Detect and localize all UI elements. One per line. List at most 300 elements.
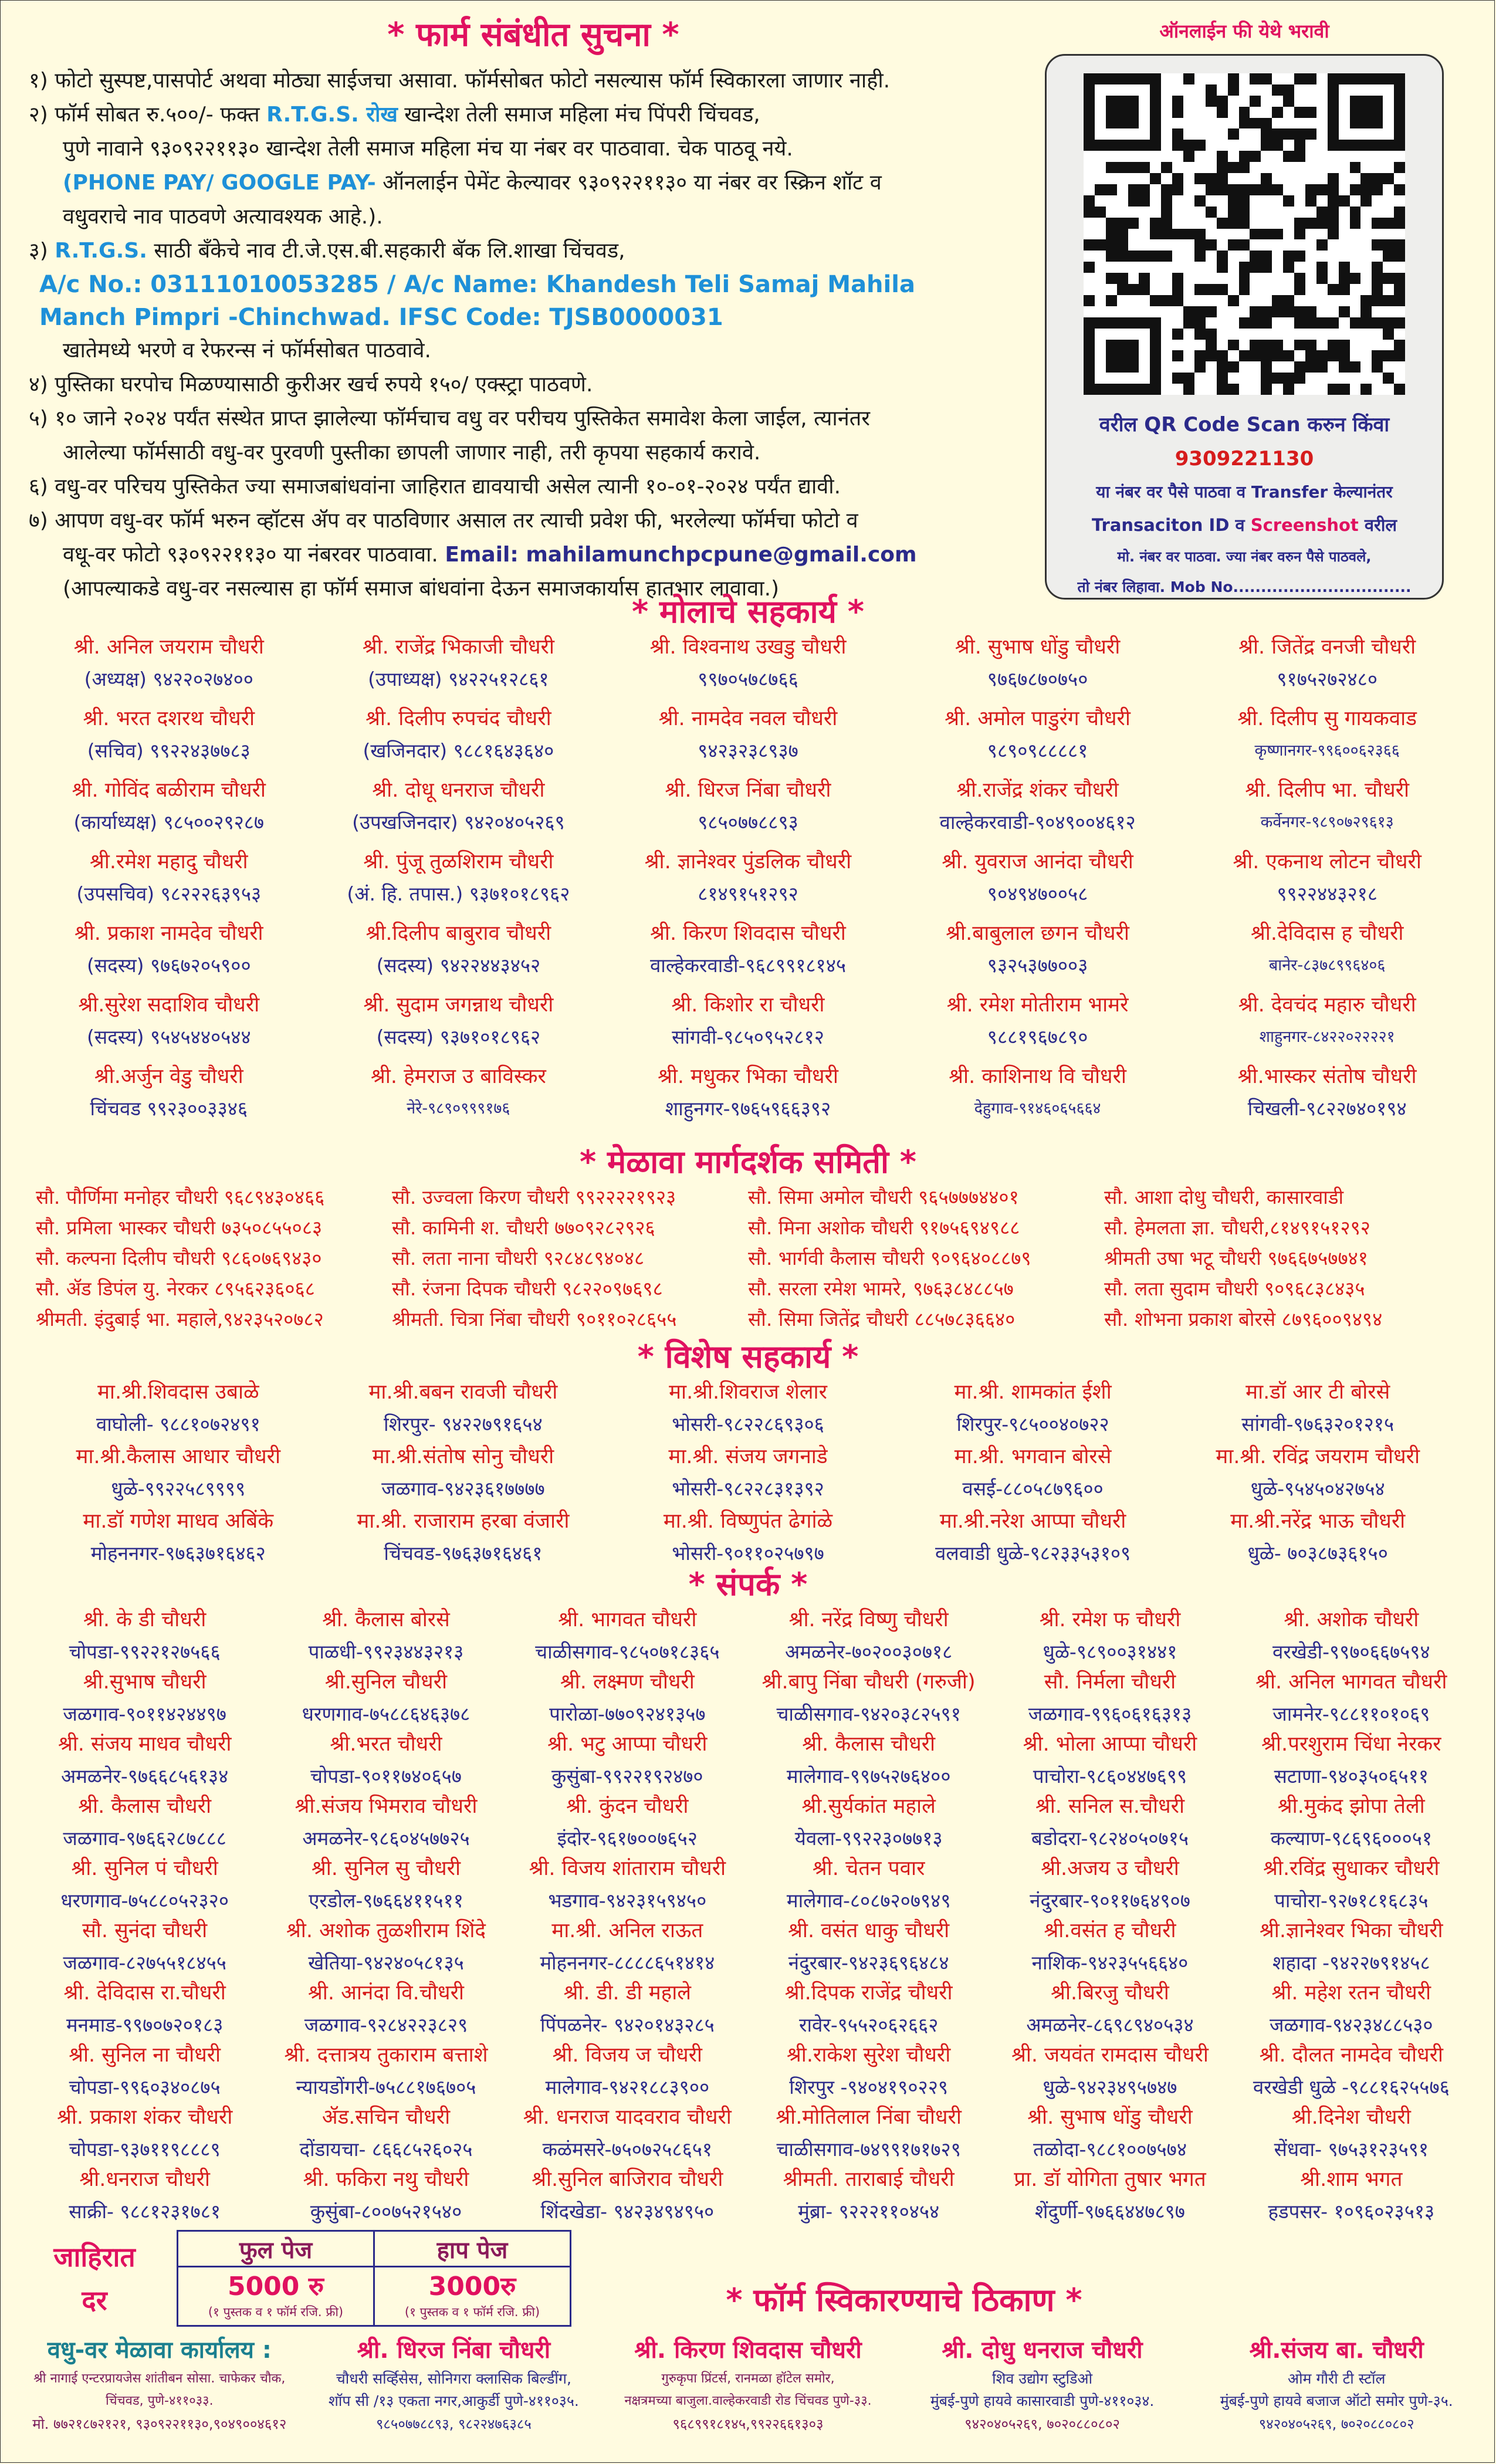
person-phone: शिरपुर-९८५००४०७२२ xyxy=(956,1413,1109,1436)
instruction-text: ६) वधु-वर परिचय पुस्तिकेत ज्या समाजबांधवांना जाहिरात द्यावयाची असेल त्यानी १०-०१-२०२४ पर्यंत द्यावी. xyxy=(29,475,841,499)
person-phone: (सदस्य) ९५४५४४०५४४ xyxy=(86,1025,251,1048)
person-entry xyxy=(314,847,604,918)
person-name: श्री. काशिनाथ वि चौधरी xyxy=(949,1065,1126,1088)
person-phone: कर्वेनगर-९८९०७२९६१३ xyxy=(1260,813,1394,831)
office-entry xyxy=(1189,2333,1484,2436)
person-phone: पाळधी-९९२३४४३२१३ xyxy=(308,1640,464,1663)
person-phone: चोपडा-९३७११९८८८९ xyxy=(69,2138,221,2161)
half-page-price-cell: 3000रु (१ पुस्तक व १ फॉर्म रजि. फ्री) xyxy=(374,2267,571,2326)
person-entry xyxy=(1231,2102,1472,2164)
person-entry xyxy=(748,1915,989,1978)
person-entry xyxy=(989,1853,1230,1915)
instruction-text: वधुवराचे नाव पाठवणे अत्यावश्यक आहे.). xyxy=(63,205,383,229)
person-entry xyxy=(24,2164,265,2226)
person-phone: अमळनेर-९७६६८५६१३४ xyxy=(60,1765,229,1788)
person-name: मा.श्री. अनिल राऊत xyxy=(551,1919,703,1942)
person-phone: वाल्हेकरवाडी-९०४९००४६१२ xyxy=(939,811,1136,834)
person-phone: जळगाव-९४२३६१७७७७ xyxy=(381,1477,545,1500)
person-name: श्री.मोतिलाल निंबा चौधरी xyxy=(776,2106,962,2129)
person-phone: चाळीसगाव-७४९९१७१७२९ xyxy=(776,2138,961,2161)
person-phone: जळगाव-९२८४२२३८२९ xyxy=(304,2013,468,2036)
online-payment-panel xyxy=(1045,18,1444,600)
person-entry xyxy=(314,703,604,775)
person-phone: चिंचवड ९९२३००३३४६ xyxy=(90,1097,248,1120)
person-name: श्री.बापु निंबा चौधरी (गरुजी) xyxy=(761,1670,976,1694)
person-entry xyxy=(1231,1915,1472,1978)
person-entry xyxy=(1231,2164,1472,2226)
form-instructions-section xyxy=(29,11,1038,606)
bank-account-line-1: A/c No.: 03111010053285 / A/c Name: Khandesh Teli Samaj Mahila xyxy=(39,271,915,298)
person-entry xyxy=(507,2102,748,2164)
instruction-text: साठी बँकेचे नाव टी.जे.एस.बी.सहकारी बॅक लि.शाखा चिंचवड, xyxy=(147,239,625,263)
committee-member: सौ. रंजना दिपक चौधरी ९८२२०९७६९८ xyxy=(392,1277,663,1300)
person-entry xyxy=(893,1061,1183,1133)
person-phone: वाल्हेकरवाडी-९६८९९१८१४५ xyxy=(649,954,847,977)
person-name: श्री. फकिरा नथु चौधरी xyxy=(303,2168,469,2191)
person-phone: वरखेडी-९९७०६६७५९४ xyxy=(1272,1640,1430,1663)
instruction-line xyxy=(29,64,1038,98)
office-entry xyxy=(12,2333,307,2436)
committee-member: श्रीमती. इंदुबाई भा. महाले,९४२३५२०७८२ xyxy=(36,1308,324,1331)
form-collection-offices xyxy=(1,2333,1495,2436)
person-phone: कुसुंबा-९९२२१९२४७० xyxy=(551,1765,703,1788)
person-entry xyxy=(265,1978,506,2040)
office-address: मुंबई-पुणे हायवे कासारवाडी पुणे-४११०३४. xyxy=(930,2392,1155,2409)
person-entry xyxy=(603,918,893,990)
office-phone: मो. ७७२१८७२१२१, ९३०९२२११३०,९०४९००४६१२ xyxy=(32,2416,287,2432)
person-name: श्री.राकेश सुरेश चौधरी xyxy=(787,2043,951,2067)
committee-column xyxy=(1104,1182,1460,1335)
highlight-text: R.T.G.S. रोख xyxy=(266,103,398,127)
committee-member: सौ. आशा दोधु चौधरी, कासारवाडी xyxy=(1104,1186,1344,1209)
office-name: श्री. धिरज निंबा चौधरी xyxy=(357,2337,551,2364)
person-name: श्री. कैलास बोरसे xyxy=(322,1608,450,1632)
committee-member: सौ. प्रमिला भास्कर चौधरी ७३५०८५५०८३ xyxy=(36,1216,323,1239)
person-entry xyxy=(893,632,1183,703)
person-name: प्रा. डॉ योगिता तुषार भगत xyxy=(1014,2168,1206,2191)
instruction-text: ३) xyxy=(29,239,55,263)
person-entry xyxy=(265,1791,506,1853)
person-entry xyxy=(603,990,893,1061)
office-phone: ९८५०७७८८९३, ९८२२४७६३८५ xyxy=(375,2416,532,2432)
person-entry xyxy=(748,2040,989,2102)
person-phone: भोसरी-९८२२८३१३९२ xyxy=(672,1477,824,1500)
person-phone: ९३२५३७७००३ xyxy=(987,954,1088,977)
bank-account-line-2: Manch Pimpri -Chinchwad. IFSC Code: TJSB0000031 xyxy=(39,304,723,331)
instruction-text: ऑनलाईन पेमेंट केल्यावर ९३०९२२११३० या नंबर वर स्क्रिन शॉट व xyxy=(375,171,882,195)
person-name: श्री. अशोक चौधरी xyxy=(1284,1608,1419,1632)
office-address: चिंचवड, पुणे-४११०३३. xyxy=(105,2394,214,2408)
person-entry xyxy=(24,2040,265,2102)
person-phone: धुळे-९८९००३१४४१ xyxy=(1043,1640,1177,1663)
person-name: श्री. जयवंत रामदास चौधरी xyxy=(1011,2043,1209,2067)
qr-code-icon[interactable] xyxy=(1084,73,1405,395)
person-entry xyxy=(1182,990,1472,1061)
person-phone: मोहननगर-८८८८६५१४१४ xyxy=(540,1951,715,1974)
person-phone: (सचिव) ९९२२४३७७८३ xyxy=(87,739,251,762)
person-phone: जळगाव-९७६६२८७८८८ xyxy=(63,1827,226,1850)
person-name: श्री. किशोर रा चौधरी xyxy=(671,993,825,1017)
person-entry xyxy=(989,2102,1230,2164)
committee-column xyxy=(36,1182,392,1335)
person-entry xyxy=(1182,775,1472,847)
person-phone: धरणगाव-७५८८६४६३७८ xyxy=(302,1703,471,1725)
person-name: श्री. अनिल भागवत चौधरी xyxy=(1255,1670,1447,1694)
person-name: श्री.अर्जुन वेडु चौधरी xyxy=(94,1065,243,1088)
person-name: श्री. ज्ञानेश्वर पुंडलिक चौधरी xyxy=(644,850,852,874)
person-phone: शाहुनगर-८४२२०२२२२१ xyxy=(1259,1028,1395,1046)
form-instructions-title: * फार्म संबंधीत सुचना * xyxy=(387,16,679,54)
instruction-line xyxy=(29,470,1038,504)
valuable-support-grid xyxy=(1,632,1495,1133)
person-entry xyxy=(314,775,604,847)
person-entry xyxy=(265,2102,506,2164)
qr-instruction-1: वरील QR Code Scan करुन किंवा 9309221130 xyxy=(1099,413,1390,471)
office-entry xyxy=(895,2333,1190,2436)
person-entry xyxy=(314,990,604,1061)
committee-member: सौ. भार्गवी कैलास चौधरी ९०९६४०८८७९ xyxy=(748,1247,1031,1270)
qr-card xyxy=(1045,54,1444,600)
person-phone: पिंपळनेर- ९४२०१४३२८५ xyxy=(540,2013,715,2036)
person-entry xyxy=(507,1667,748,1729)
person-entry xyxy=(314,1061,604,1133)
person-phone: चाळीसगाव-९४२०३८२५९१ xyxy=(776,1703,961,1725)
person-entry xyxy=(603,1061,893,1133)
person-name: श्री. किरण शिवदास चौधरी xyxy=(650,922,846,945)
person-phone: (उपाध्यक्ष) ९४२२५१२८६१ xyxy=(368,668,549,691)
person-phone: मालेगाव-९९७५२७६४०० xyxy=(786,1765,951,1788)
person-entry xyxy=(1182,1061,1472,1133)
person-name: श्री. हेमराज उ बाविस्कर xyxy=(371,1065,546,1088)
committee-member: श्रीमती उषा भटू चौधरी ९७६६७५७७४१ xyxy=(1104,1247,1368,1270)
contact-section xyxy=(1,1561,1495,2226)
person-phone: (उपखजिनदार) ९४२०४०५२६९ xyxy=(352,811,565,834)
person-name: श्री. सुभाष धोंडु चौधरी xyxy=(1027,2106,1193,2129)
person-name: श्री. भोला आप्पा चौधरी xyxy=(1023,1732,1197,1756)
person-phone: (अं. हि. तपास.) ९३७१०१८९६२ xyxy=(347,882,570,905)
committee-member: सौ. पौर्णिमा मनोहर चौधरी ९६८९४३०४६६ xyxy=(36,1186,325,1209)
special-support-section xyxy=(1,1333,1495,1571)
committee-member: सौ. कल्पना दिलीप चौधरी ९८६०७६९४३० xyxy=(36,1247,322,1270)
person-name: श्री. राजेंद्र भिकाजी चौधरी xyxy=(362,635,554,659)
ad-rates-table xyxy=(177,2230,571,2327)
person-phone: नेरे-९८९०९९९१७६ xyxy=(407,1099,510,1118)
advertisement-rates xyxy=(36,2230,571,2327)
person-name: श्री.धनराज चौधरी xyxy=(79,2168,210,2191)
person-entry xyxy=(748,1729,989,1791)
person-name: सौ. सुनंदा चौधरी xyxy=(82,1919,208,1942)
instruction-line xyxy=(29,368,1038,402)
payment-phone-number: 9309221130 xyxy=(1175,447,1314,471)
person-phone: वरखेडी धुळे -९८८१६२५५७६ xyxy=(1253,2076,1450,2099)
person-phone: चाळीसगाव-९८५०७१८३६५ xyxy=(535,1640,720,1663)
person-phone: मालेगाव-९४२१८८३९०० xyxy=(545,2076,710,2099)
instruction-line xyxy=(29,98,1038,132)
person-phone: मोहननगर-९७६३७१६४६२ xyxy=(90,1542,266,1565)
person-name: श्री. दिलीप सु गायकवाड xyxy=(1237,707,1417,730)
person-entry xyxy=(1182,632,1472,703)
person-name: श्री.सुनिल चौधरी xyxy=(324,1670,448,1694)
person-entry xyxy=(989,1791,1230,1853)
person-name: मा.श्री.बबन रावजी चौधरी xyxy=(368,1380,558,1404)
office-phone: ९४२०४०५२६९, ७०२०८८०८०२ xyxy=(964,2416,1121,2432)
person-entry xyxy=(24,1853,265,1915)
person-name: श्री. भरत दशरथ चौधरी xyxy=(83,707,255,730)
instruction-line xyxy=(29,334,1038,368)
person-entry xyxy=(893,703,1183,775)
person-phone: सांगवी-९८५०९५२८१२ xyxy=(672,1025,824,1048)
online-payment-title: ऑनलाईन फी येथे भरावी xyxy=(1159,20,1329,42)
highlight-text: (PHONE PAY/ GOOGLE PAY- xyxy=(63,171,376,195)
committee-member: सौ. शोभना प्रकाश बोरसे ८७९६००९४९४ xyxy=(1104,1308,1383,1331)
person-phone: धुळे- ७०३८७३६१५० xyxy=(1247,1542,1388,1565)
person-name: श्री. डी. डी महाले xyxy=(563,1981,692,2005)
person-name: मा.श्री. संजय जगनाडे xyxy=(668,1445,828,1468)
person-phone: अमळनेर-९८६०४५७७२५ xyxy=(302,1827,470,1850)
email-link[interactable]: Email: mahilamunchpcpune@gmail.com xyxy=(445,543,917,567)
person-entry xyxy=(507,1978,748,2040)
person-phone: (सदस्य) ९३७१०१८९६२ xyxy=(376,1025,541,1048)
person-name: श्री.देविदास ह चौधरी xyxy=(1250,922,1404,945)
person-entry xyxy=(1231,1729,1472,1791)
person-entry xyxy=(24,1791,265,1853)
person-phone: वलवाडी धुळे-९८२३३५३१०९ xyxy=(935,1542,1131,1565)
instruction-line xyxy=(29,200,1038,234)
person-phone: हडपसर- १०९६०२३५१३ xyxy=(1268,2200,1435,2223)
person-name: श्री. गोविंद बळीराम चौधरी xyxy=(72,779,266,802)
person-name: श्री. रमेश फ चौधरी xyxy=(1039,1608,1181,1632)
committee-member: सौ. ॲड डिपंल यु. नेरकर ८९५६२३६०६८ xyxy=(36,1277,315,1300)
person-entry xyxy=(893,775,1183,847)
person-entry xyxy=(891,1441,1176,1506)
person-phone: जळगाव-९९६०६१६३१३ xyxy=(1028,1703,1192,1725)
person-name: श्री.भरत चौधरी xyxy=(330,1732,442,1756)
person-entry xyxy=(748,2102,989,2164)
person-name: श्री. धनराज यादवराव चौधरी xyxy=(523,2106,732,2129)
office-entry xyxy=(307,2333,601,2436)
person-entry xyxy=(24,1915,265,1978)
person-phone: नाशिक-९४२३५५६६४० xyxy=(1031,1951,1189,1974)
person-entry xyxy=(321,1441,606,1506)
person-phone: वाघोली- ९८८१०७२४९१ xyxy=(96,1413,260,1436)
person-entry xyxy=(605,1377,891,1441)
instruction-text: खातेमध्ये भरणे व रेफरन्स नं फॉर्मसोबत पाठवावे. xyxy=(63,339,431,363)
person-entry xyxy=(507,2040,748,2102)
person-name: श्री. एकनाथ लोटन चौधरी xyxy=(1233,850,1421,874)
person-name: श्री. दिलीप रुपचंद चौधरी xyxy=(365,707,551,730)
person-name: श्री.राजेंद्र शंकर चौधरी xyxy=(956,779,1119,802)
person-entry xyxy=(507,1791,748,1853)
person-name: मा.श्री.शिवराज शेलार xyxy=(669,1380,827,1404)
person-name: श्री. नामदेव नवल चौधरी xyxy=(658,707,838,730)
person-phone: शाहुनगर-९७६५९६६३९२ xyxy=(665,1097,831,1120)
person-phone: रावेर-९५५२०६२६६२ xyxy=(798,2013,939,2036)
person-phone: भोसरी-९०११०२५७९७ xyxy=(672,1542,824,1565)
person-name: श्री. विजय ज चौधरी xyxy=(552,2043,702,2067)
person-entry xyxy=(1182,918,1472,990)
office-address: शॉप सी /१३ एकता नगर,आकुर्डी पुणे-४११०३५. xyxy=(328,2392,579,2409)
person-name: श्री. सुनिल पं चौधरी xyxy=(71,1857,218,1880)
qr-instruction-2: या नंबर वर पैसे पाठवा व Transfer केल्यानंतर xyxy=(1096,482,1393,502)
person-name: श्री.सुनिल बाजिराव चौधरी xyxy=(532,2168,723,2191)
person-phone: (कार्याध्यक्ष) ९८५००२९२८७ xyxy=(73,811,265,834)
person-phone: कुसुंबा-८००७५२१५४० xyxy=(310,2200,462,2223)
person-name: श्री.परशुराम चिंधा नेरकर xyxy=(1261,1732,1441,1756)
person-phone: एरडोल-९७६६४११५११ xyxy=(309,1889,463,1912)
full-page-header: फुल पेज xyxy=(178,2231,374,2267)
person-name: श्री. दत्तात्रय तुकाराम बत्ताशे xyxy=(284,2043,488,2067)
person-name: श्री. कुंदन चौधरी xyxy=(566,1795,689,1818)
person-name: श्री. आनंदा वि.चौधरी xyxy=(308,1981,464,2005)
office-phone: ९६८९९१८१४५,९९२२६६१३०३ xyxy=(672,2416,824,2432)
person-entry xyxy=(24,2102,265,2164)
person-entry xyxy=(891,1377,1176,1441)
person-name: मा.श्री.नरेश आप्पा चौधरी xyxy=(939,1509,1126,1533)
valuable-support-section xyxy=(1,588,1495,1133)
person-phone: ९०४९४७००५८ xyxy=(987,882,1088,905)
person-name: श्री. नरेंद्र विष्णु चौधरी xyxy=(788,1608,949,1632)
person-entry xyxy=(24,703,314,775)
person-entry xyxy=(24,990,314,1061)
person-entry xyxy=(1175,1441,1460,1506)
person-phone: ९८९०९८८८८१ xyxy=(987,739,1088,762)
person-name: श्री. मधुकर भिका चौधरी xyxy=(658,1065,838,1088)
person-entry xyxy=(36,1377,321,1441)
person-entry xyxy=(989,2164,1230,2226)
person-name: श्री.सुरेश सदाशिव चौधरी xyxy=(78,993,260,1017)
person-name: श्रीमती. ताराबाई चौधरी xyxy=(783,2168,955,2191)
person-name: श्री. सुनिल ना चौधरी xyxy=(69,2043,221,2067)
person-name: श्री.सुभाष चौधरी xyxy=(83,1670,207,1694)
person-entry xyxy=(1231,1853,1472,1915)
person-name: श्री. धिरज निंबा चौधरी xyxy=(665,779,831,802)
person-phone: कल्याण-९८६९६०००५१ xyxy=(1270,1827,1433,1850)
full-page-price-cell: 5000 रु (१ पुस्तक व १ फॉर्म रजि. फ्री) xyxy=(178,2267,374,2326)
person-phone: शिंदखेडा- ९४२३४९४९५० xyxy=(540,2200,715,2223)
person-phone: (उपसचिव) ९८२२२६३९५३ xyxy=(76,882,262,905)
person-entry xyxy=(507,1915,748,1978)
person-name: श्री. अनिल जयराम चौधरी xyxy=(73,635,264,659)
person-name: श्री.ज्ञानेश्वर भिका चौधरी xyxy=(1260,1919,1443,1942)
person-phone: भोसरी-९८२२८६९३०६ xyxy=(672,1413,824,1436)
committee-member: सौ. सरला रमेश भामरे, ९७६३८४८८५७ xyxy=(748,1277,1014,1300)
person-name: मा.श्री. भगवान बोरसे xyxy=(954,1445,1112,1468)
person-phone: (खजिनदार) ९८८१६४३६४० xyxy=(363,739,554,762)
instruction-line xyxy=(29,504,1038,538)
person-phone: जामनेर-९८८११०१०६९ xyxy=(1272,1703,1430,1725)
person-name: मा.डॉ गणेश माधव अबिंके xyxy=(83,1509,274,1533)
instruction-line xyxy=(29,234,1038,268)
person-phone: कृष्णानगर-९९६००६२३६६ xyxy=(1254,742,1400,760)
person-name: श्री. विजय शांताराम चौधरी xyxy=(529,1857,726,1880)
person-entry xyxy=(1231,1791,1472,1853)
committee-member: सौ. लता नाना चौधरी ९२८४८९४०४८ xyxy=(392,1247,645,1270)
person-phone: चोपडा-९९६०३४०८७५ xyxy=(69,2076,221,2099)
special-support-grid xyxy=(1,1377,1495,1571)
instruction-text: ७) आपण वधु-वर फॉर्म भरुन व्हॉटस ॲप वर पाठविणार असाल तर त्याची प्रवेश फी, भरलेल्या फॉर्मचा फोटो व xyxy=(29,509,858,533)
person-phone: मनमाड-९९७०७२०१८३ xyxy=(66,2013,224,2036)
person-name: श्री. महेश रतन चौधरी xyxy=(1271,1981,1431,2005)
person-phone: शिरपुर- ९४२२७९१६५४ xyxy=(384,1413,543,1436)
committee-column xyxy=(392,1182,748,1335)
instruction-text: वधू-वर फोटो ९३०९२२११३० या नंबरवर पाठवावा. xyxy=(63,543,445,567)
special-support-title: * विशेष सहकार्य * xyxy=(637,1338,859,1375)
person-phone: खेतिया-९४२४०५८१३५ xyxy=(308,1951,464,1974)
instruction-line xyxy=(29,166,1038,200)
person-phone: येवला-९९२२३०७७१३ xyxy=(794,1827,943,1850)
person-name: श्री. सुभाष धोंडु चौधरी xyxy=(955,635,1121,659)
office-entry xyxy=(601,2333,895,2436)
person-phone: नंदुरबार-९४२३६९६४८४ xyxy=(788,1951,949,1974)
person-entry xyxy=(748,1605,989,1667)
person-name: मा.श्री.कैलास आधार चौधरी xyxy=(76,1445,281,1468)
person-entry xyxy=(24,1061,314,1133)
person-phone: ९७६७८७०७५० xyxy=(987,668,1088,691)
person-phone: चिखली-९८२२७४०१९४ xyxy=(1247,1097,1407,1120)
person-phone: चोपडा-९९२२१२७५६६ xyxy=(69,1640,221,1663)
person-phone: बानेर-८३७८९९६४०६ xyxy=(1268,956,1386,974)
person-entry xyxy=(893,918,1183,990)
instruction-text: २) फॉर्म सोबत रु.५००/- फक्त xyxy=(29,103,267,127)
person-name: श्री.वसंत ह चौधरी xyxy=(1044,1919,1176,1942)
person-name: मा.श्री.संतोष सोनु चौधरी xyxy=(372,1445,554,1468)
person-name: श्री. रमेश मोतीराम भामरे xyxy=(946,993,1129,1017)
person-entry xyxy=(989,1915,1230,1978)
person-phone: चोपडा-९०११७४०६५७ xyxy=(310,1765,462,1788)
person-name: मा.श्री. रविंद्र जयराम चौधरी xyxy=(1216,1445,1420,1468)
person-name: श्री. जितेंद्र वनजी चौधरी xyxy=(1238,635,1416,659)
person-name: श्री. भागवत चौधरी xyxy=(558,1608,697,1632)
person-entry xyxy=(265,1667,506,1729)
person-name: श्री. विश्वनाथ उखडु चौधरी xyxy=(649,635,847,659)
person-name: मा.श्री. राजाराम हरबा वंजारी xyxy=(357,1509,570,1533)
qr-instruction-3: Transaciton ID व Screenshot वरील xyxy=(1091,515,1397,535)
person-phone: पारोळा-७७०९२४१३५७ xyxy=(549,1703,706,1725)
person-entry xyxy=(507,1729,748,1791)
person-name: श्री. लक्ष्मण चौधरी xyxy=(560,1670,695,1694)
person-name: श्री. देवचंद महारु चौधरी xyxy=(1238,993,1416,1017)
person-phone: न्यायडोंगरी-७५८८१७६७०५ xyxy=(296,2076,476,2099)
person-phone: ९१७५२७२४८० xyxy=(1277,668,1377,691)
person-entry xyxy=(24,847,314,918)
person-entry xyxy=(748,1853,989,1915)
person-name: श्री. कैलास चौधरी xyxy=(78,1795,212,1818)
person-phone: (अध्यक्ष) ९४२२०२७४०० xyxy=(84,668,253,691)
person-name: मा.श्री. शामकांत ईशी xyxy=(954,1380,1112,1404)
person-phone: जळगाव-८२७५५१८४५५ xyxy=(63,1951,226,1974)
person-name: श्री.रमेश महादु चौधरी xyxy=(89,850,248,874)
person-phone: बडोदरा-९८२४०५०७१५ xyxy=(1031,1827,1189,1850)
office-phone: ९४२०४०५२६९, ७०२०८८०८०२ xyxy=(1258,2416,1414,2432)
person-name: श्री.दिलीप बाबुराव चौधरी xyxy=(365,922,551,945)
person-phone: कळंमसरे-७५०७२५८६५१ xyxy=(542,2138,713,2161)
person-entry xyxy=(748,1978,989,2040)
instruction-text: पुणे नावाने ९३०९२२११३० खान्देश तेली समाज महिला मंच या नंबर वर पाठवावा. चेक पाठवू नये. xyxy=(63,137,793,161)
committee-member: सौ. सिमा अमोल चौधरी ९६५७७७४४०१ xyxy=(748,1186,1019,1209)
person-name: मा.डॉ आर टी बोरसे xyxy=(1245,1380,1390,1404)
person-entry xyxy=(989,2040,1230,2102)
form-collection-places-title: * फॉर्म स्विकारण्याचे ठिकाण * xyxy=(726,2282,1082,2319)
instruction-text: खान्देश तेली समाज महिला मंच पिंपरी चिंचवड, xyxy=(397,103,760,127)
instruction-line xyxy=(29,132,1038,166)
person-phone: ९८८१९६७८९० xyxy=(987,1025,1088,1048)
person-entry xyxy=(603,775,893,847)
committee-member: सौ. सिमा जितेंद्र चौधरी ८८५७८३६६४० xyxy=(748,1308,1016,1331)
person-entry xyxy=(1175,1377,1460,1441)
person-name: श्री. पुंजू तुळशिराम चौधरी xyxy=(363,850,554,874)
person-phone: सटाणा-९४०३५०६५११ xyxy=(1274,1765,1429,1788)
person-entry xyxy=(603,847,893,918)
